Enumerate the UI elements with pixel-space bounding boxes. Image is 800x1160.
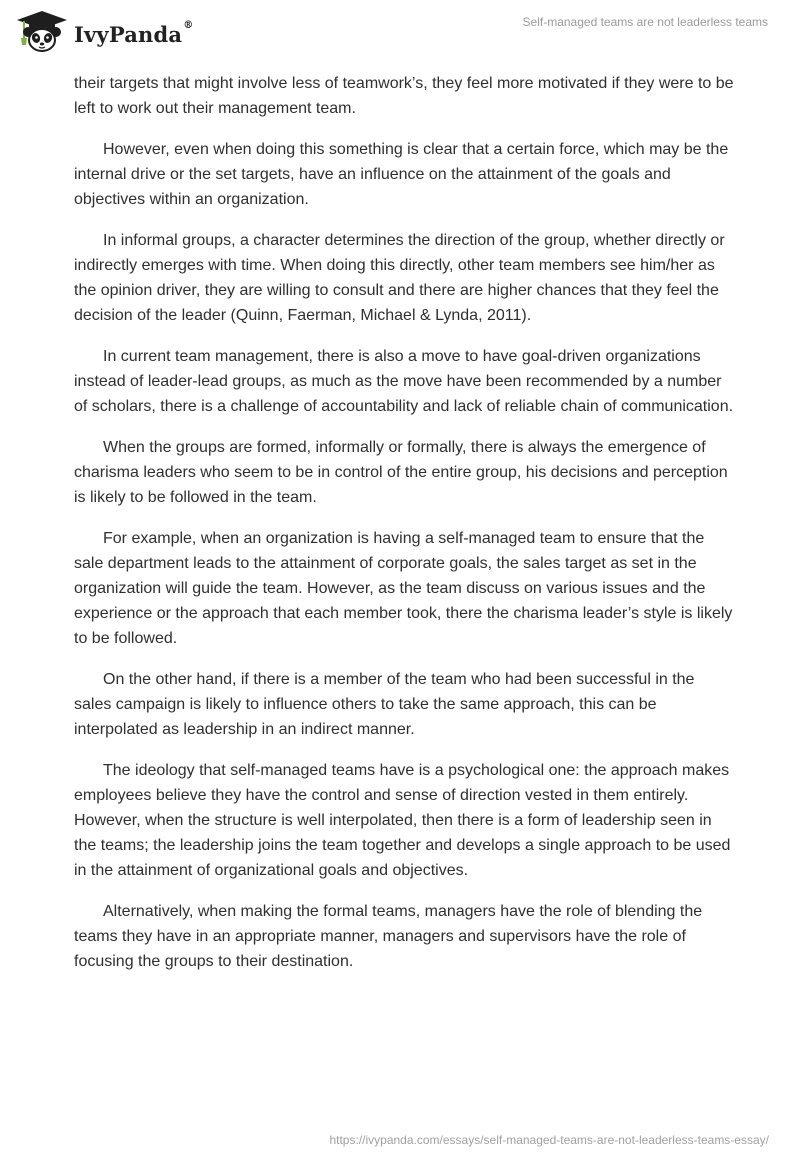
paragraph: The ideology that self-managed teams have is a psychological one: the approach makes employees believe they have the control and sense of direction vested in them entirely. However, when the structure is well interpolated, then there is a form of leadership seen in the teams; the leadership joins the team together and develops a single approach to be used in the attainment of organizational goals and objectives.: [74, 762, 731, 879]
brand-name: [74, 19, 194, 47]
document-title: Self-managed teams are not leaderless teams: [522, 15, 768, 29]
page-header: [0, 0, 800, 70]
brand-name-text: IvyPanda: [74, 21, 183, 47]
brand-logo[interactable]: [14, 8, 193, 54]
panda-graduation-cap-icon: [14, 8, 70, 54]
paragraph: On the other hand, if there is a member of the team who had been successful in the sales campaign is likely to influence others to take the same approach, this can be interpolated as leadership in an indirect manner.: [74, 671, 695, 738]
paragraph: In informal groups, a character determines the direction of the group, whether directly or indirectly emerges with time. When doing this directly, other team members see him/her as the opinion driver, they are willing to consult and there are higher chances that they feel the decision of the leader (Quinn, Faerman, Michael & Lynda, 2011).: [74, 232, 725, 324]
paragraph: However, even when doing this something is clear that a certain force, which may be the internal drive or the set targets, have an influence on the attainment of the goals and objectives within an organization.: [74, 141, 729, 208]
paragraph: Alternatively, when making the formal teams, managers have the role of blending the teams they have in an appropriate manner, managers and supervisors have the role of focusing the groups to their destination.: [74, 903, 703, 970]
essay-body: [74, 71, 734, 990]
registered-mark: ®: [183, 19, 194, 31]
paragraph: For example, when an organization is having a self-managed team to ensure that the sale department leads to the attainment of corporate goals, the sales target as set in the organization will guide the team. However, as the team discuss on various issues and the experience or the approach that each member took, there the charisma leader’s style is likely to be followed.: [74, 530, 733, 647]
source-url-link[interactable]: https://ivypanda.com/essays/self-managed-teams-are-not-leaderless-teams-essay/: [329, 1133, 769, 1147]
paragraph: When the groups are formed, informally or formally, there is always the emergence of charisma leaders who seem to be in control of the entire group, his decisions and perception is likely to be followed in the team.: [74, 439, 728, 506]
paragraph: their targets that might involve less of teamwork’s, they feel more motivated if they were to be left to work out their management team.: [74, 75, 734, 117]
paragraph: In current team management, there is also a move to have goal-driven organizations instead of leader-lead groups, as much as the move have been recommended by a number of scholars, there is a challenge of accountability and lack of reliable chain of communication.: [74, 348, 734, 415]
